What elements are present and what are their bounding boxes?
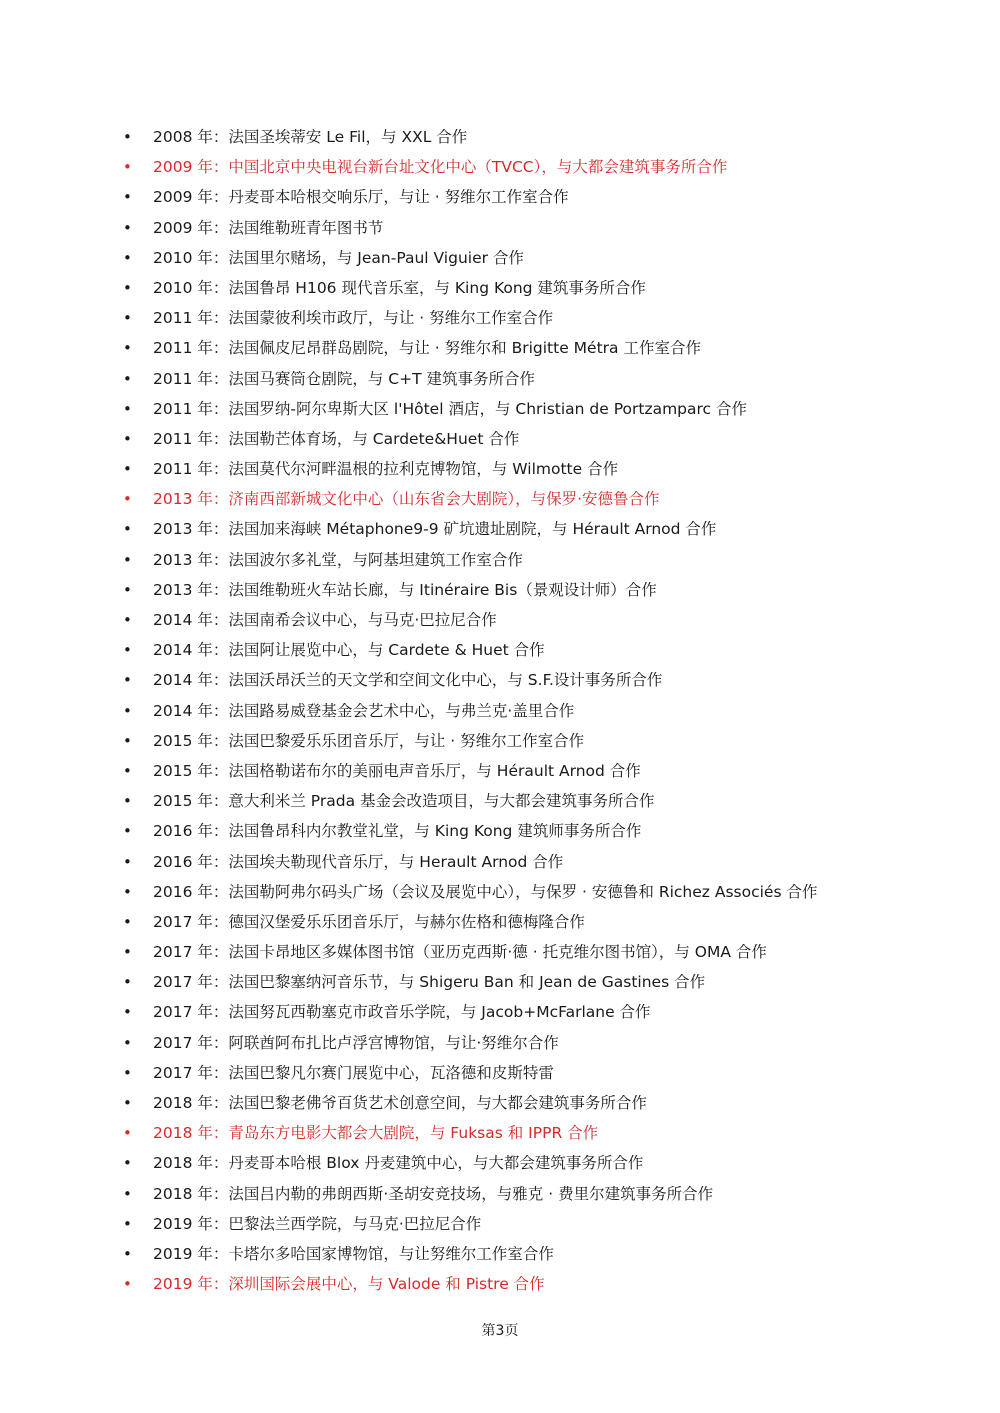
list-item [118, 333, 978, 363]
list-item [118, 665, 978, 695]
bullet-icon: • [123, 158, 132, 177]
list-item [118, 1239, 978, 1269]
bullet-icon: • [123, 128, 132, 146]
bullet-icon: • [123, 278, 132, 297]
list-item-text: 2014 年：法国阿让展览中心，与 Cardete & Huet 合作 [153, 641, 545, 660]
list-item [118, 394, 978, 424]
list-item [118, 1269, 978, 1299]
bullet-icon: • [123, 218, 132, 237]
list-item [118, 213, 978, 243]
list-item-text: 2018 年：青岛东方电影大都会大剧院，与 Fuksas 和 IPPR 合作 [153, 1124, 599, 1143]
list-item-text: 2013 年：济南西部新城文化中心（山东省会大剧院），与保罗·安德鲁合作 [153, 490, 660, 509]
list-item-text: 2019 年：巴黎法兰西学院，与马克·巴拉尼合作 [153, 1214, 482, 1233]
list-item-text: 2013 年：法国加来海峡 Métaphone9-9 矿坑遗址剧院，与 Hérault Arnod 合作 [153, 520, 717, 539]
list-item-text: 2011 年：法国勒芒体育场，与 Cardete&Huet 合作 [153, 429, 520, 448]
bullet-icon: • [123, 1154, 132, 1173]
list-item [118, 273, 978, 303]
bullet-icon: • [123, 460, 132, 479]
bullet-icon: • [123, 1124, 132, 1143]
bullet-icon: • [123, 339, 132, 358]
list-item-text: 2018 年：法国吕内勒的弗朗西斯·圣胡安竞技场，与雅克 · 费里尔建筑事务所合作 [153, 1184, 714, 1203]
list-item [118, 877, 978, 907]
list-item [118, 997, 978, 1027]
bullet-icon: • [123, 1094, 132, 1112]
list-item [118, 937, 978, 967]
list-item [118, 726, 978, 756]
project-list [118, 122, 978, 1299]
list-item [118, 847, 978, 877]
bullet-icon: • [123, 731, 132, 750]
list-item [118, 182, 978, 212]
list-item-text: 2010 年：法国里尔赌场，与 Jean-Paul Viguier 合作 [153, 248, 524, 267]
bullet-icon: • [123, 490, 132, 509]
bullet-icon: • [123, 611, 132, 629]
bullet-icon: • [123, 761, 132, 780]
bullet-icon: • [123, 822, 132, 841]
list-item [118, 816, 978, 846]
list-item [118, 605, 978, 635]
bullet-icon: • [123, 973, 132, 992]
list-item-text: 2016 年：法国勒阿弗尔码头广场（会议及展览中心），与保罗 · 安德鲁和 Richez Associés 合作 [153, 882, 818, 901]
list-item-text: 2009 年：丹麦哥本哈根交响乐厅，与让 · 努维尔工作室合作 [153, 188, 569, 207]
list-item [118, 696, 978, 726]
bullet-icon: • [123, 520, 132, 539]
bullet-icon: • [123, 701, 132, 720]
list-item [118, 243, 978, 273]
list-item-text: 2017 年：法国巴黎凡尔赛门展览中心，瓦洛德和皮斯特雷 [153, 1063, 554, 1082]
list-item [118, 1209, 978, 1239]
bullet-icon: • [123, 943, 132, 962]
list-item-text: 2015 年：意大利米兰 Prada 基金会改造项目，与大都会建筑事务所合作 [153, 792, 655, 811]
list-item-text: 2013 年：法国波尔多礼堂，与阿基坦建筑工作室合作 [153, 550, 523, 569]
list-item-text: 2015 年：法国格勒诺布尔的美丽电声音乐厅，与 Hérault Arnod 合作 [153, 761, 641, 780]
list-item-text: 2016 年：法国鲁昂科内尔教堂礼堂，与 King Kong 建筑师事务所合作 [153, 822, 642, 841]
list-item [118, 1118, 978, 1148]
list-item [118, 786, 978, 816]
bullet-icon: • [123, 1184, 132, 1203]
list-item [118, 364, 978, 394]
list-item [118, 1028, 978, 1058]
list-item-text: 2018 年：丹麦哥本哈根 Blox 丹麦建筑中心，与大都会建筑事务所合作 [153, 1154, 644, 1173]
list-item-text: 2017 年：德国汉堡爱乐乐团音乐厅，与赫尔佐格和德梅隆合作 [153, 912, 585, 931]
bullet-icon: • [123, 1003, 132, 1022]
bullet-icon: • [123, 1275, 132, 1294]
list-item [118, 424, 978, 454]
list-item-text: 2011 年：法国莫代尔河畔温根的拉利克博物馆，与 Wilmotte 合作 [153, 460, 619, 479]
list-item-text: 2019 年：卡塔尔多哈国家博物馆，与让努维尔工作室合作 [153, 1244, 554, 1263]
bullet-icon: • [123, 550, 132, 569]
list-item-text: 2016 年：法国埃夫勒现代音乐厅，与 Herault Arnod 合作 [153, 852, 564, 871]
list-item [118, 545, 978, 575]
bullet-icon: • [123, 792, 132, 811]
list-item-text: 2009 年：法国维勒班青年图书节 [153, 218, 384, 237]
list-item [118, 484, 978, 514]
bullet-icon: • [123, 1063, 132, 1082]
bullet-icon: • [123, 429, 132, 448]
list-item [118, 514, 978, 544]
list-item-text: 2010 年：法国鲁昂 H106 现代音乐室，与 King Kong 建筑事务所合作 [153, 278, 646, 297]
list-item-text: 2017 年：法国卡昂地区多媒体图书馆（亚历克西斯·德 · 托克维尔图书馆），与 OMA 合作 [153, 943, 767, 962]
list-item-text: 2017 年：法国努瓦西勒塞克市政音乐学院，与 Jacob+McFarlane 合作 [153, 1003, 651, 1022]
list-item [118, 756, 978, 786]
list-item [118, 1179, 978, 1209]
bullet-icon: • [123, 852, 132, 871]
list-item-text: 2018 年：法国巴黎老佛爷百货艺术创意空间，与大都会建筑事务所合作 [153, 1094, 647, 1112]
bullet-icon: • [123, 309, 132, 328]
bullet-icon: • [123, 369, 132, 388]
list-item-text: 2014 年：法国路易威登基金会艺术中心，与弗兰克·盖里合作 [153, 701, 575, 720]
list-item-text: 2015 年：法国巴黎爱乐乐团音乐厅，与让 · 努维尔工作室合作 [153, 731, 585, 750]
bullet-icon: • [123, 580, 132, 599]
list-item-text: 2009 年：中国北京中央电视台新台址文化中心（TVCC），与大都会建筑事务所合作 [153, 158, 728, 177]
bullet-icon: • [123, 248, 132, 267]
list-item-text: 2011 年：法国佩皮尼昂群岛剧院，与让 · 努维尔和 Brigitte Métra 工作室合作 [153, 339, 701, 358]
bullet-icon: • [123, 1214, 132, 1233]
bullet-icon: • [123, 1244, 132, 1263]
list-item [118, 1058, 978, 1088]
bullet-icon: • [123, 671, 132, 690]
bullet-icon: • [123, 399, 132, 418]
list-item [118, 454, 978, 484]
list-item-text: 2013 年：法国维勒班火车站长廊，与 Itinéraire Bis（景观设计师）合作 [153, 580, 657, 599]
page-number: 第3页 [481, 1323, 519, 1339]
list-item-text: 2014 年：法国南希会议中心，与马克·巴拉尼合作 [153, 611, 497, 629]
list-item-text: 2017 年：阿联酋阿布扎比卢浮宫博物馆，与让·努维尔合作 [153, 1033, 559, 1052]
list-item [118, 303, 978, 333]
list-item [118, 635, 978, 665]
list-item-text: 2011 年：法国马赛筒仓剧院，与 C+T 建筑事务所合作 [153, 369, 536, 388]
bullet-icon: • [123, 188, 132, 207]
list-item-text: 2014 年：法国沃昂沃兰的天文学和空间文化中心，与 S.F.设计事务所合作 [153, 671, 663, 690]
bullet-icon: • [123, 882, 132, 901]
list-item [118, 1148, 978, 1178]
list-item-text: 2011 年：法国罗纳-阿尔卑斯大区 l'Hôtel 酒店，与 Christian de Portzamparc 合作 [153, 399, 747, 418]
list-item-text: 2019 年：深圳国际会展中心，与 Valode 和 Pistre 合作 [153, 1275, 545, 1294]
list-item [118, 575, 978, 605]
list-item [118, 1088, 978, 1118]
list-item [118, 152, 978, 182]
list-item-text: 2008 年：法国圣埃蒂安 Le Fil，与 XXL 合作 [153, 128, 468, 146]
bullet-icon: • [123, 1033, 132, 1052]
bullet-icon: • [123, 641, 132, 660]
list-item [118, 122, 978, 152]
list-item-text: 2017 年：法国巴黎塞纳河音乐节，与 Shigeru Ban 和 Jean de Gastines 合作 [153, 973, 706, 992]
bullet-icon: • [123, 912, 132, 931]
list-item [118, 907, 978, 937]
list-item [118, 967, 978, 997]
list-item-text: 2011 年：法国蒙彼利埃市政厅，与让 · 努维尔工作室合作 [153, 309, 554, 328]
